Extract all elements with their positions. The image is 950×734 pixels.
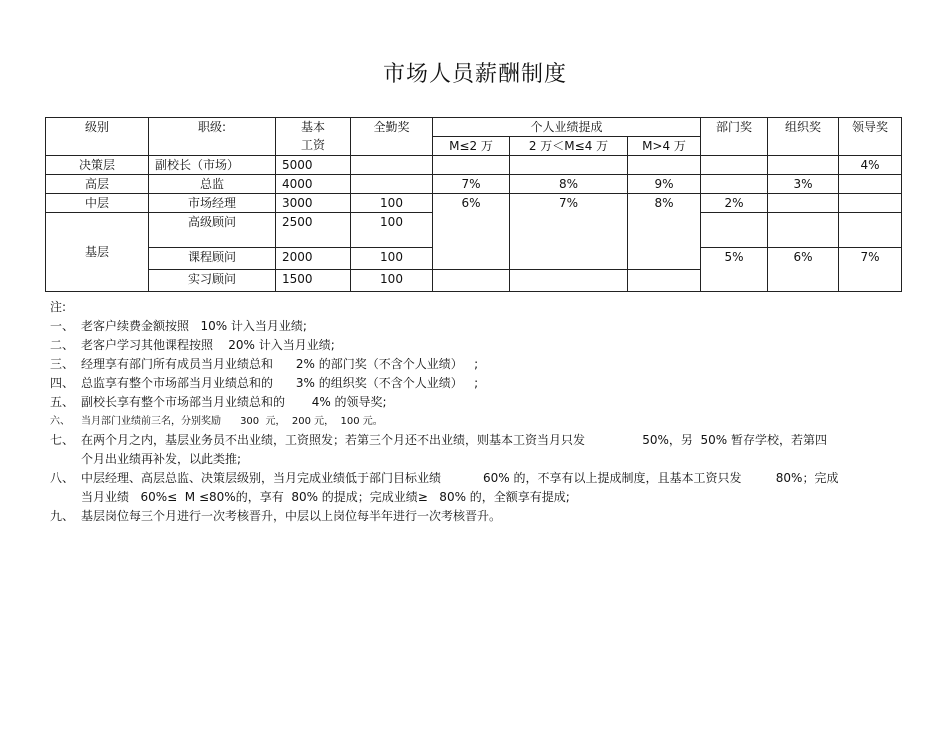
- note-number: 九、: [50, 509, 75, 523]
- note-number: 一、: [50, 319, 75, 333]
- cell-base: 3000: [276, 194, 351, 213]
- cell-level: 基层: [46, 213, 149, 292]
- salary-table: [45, 117, 902, 292]
- cell-org: [768, 194, 839, 213]
- header-commission: 个人业绩提成: [433, 118, 701, 137]
- note-number: 二、: [50, 338, 75, 352]
- cell-leader: [839, 194, 902, 213]
- cell-org: [510, 270, 628, 292]
- header-org-bonus: 组织奖: [768, 118, 839, 156]
- cell-org: 3%: [768, 175, 839, 194]
- cell-attendance: 100: [351, 270, 433, 292]
- header-commission-tier-1: M≤2 万: [433, 137, 510, 156]
- cell-attendance: 100: [351, 194, 433, 213]
- note-text: 老客户学习其他课程按照 20% 计入当月业绩;: [81, 338, 335, 352]
- cell-dept: [701, 175, 768, 194]
- cell-attendance: 100: [351, 248, 433, 270]
- cell-level: 高层: [46, 175, 149, 194]
- note-item: [50, 469, 905, 488]
- table-row: [46, 194, 902, 213]
- cell-base: 2000: [276, 248, 351, 270]
- cell-position: 副校长（市场）: [149, 156, 276, 175]
- cell-level: 中层: [46, 194, 149, 213]
- cell-commission-1: 7%: [433, 175, 510, 194]
- cell-dept: [433, 270, 510, 292]
- note-number: 八、: [50, 471, 75, 485]
- header-base-salary-line1: 基本: [300, 120, 325, 134]
- cell-attendance: [351, 156, 433, 175]
- note-text: 基层岗位每三个月进行一次考核晋升，中层以上岗位每半年进行一次考核晋升。: [81, 509, 502, 523]
- header-commission-tier-2: 2 万＜M≤4 万: [510, 137, 628, 156]
- cell-attendance: 100: [351, 213, 433, 248]
- cell-base: 4000: [276, 175, 351, 194]
- note-number: 七、: [50, 433, 75, 447]
- cell-commission-1: 5%: [701, 248, 768, 292]
- header-attendance: 全勤奖: [351, 118, 433, 156]
- note-continuation: 当月业绩 60%≤ M ≤80%的，享有 80% 的提成；完成业绩≥ 80% 的，全额享有提成;: [81, 490, 570, 504]
- cell-dept: 2%: [701, 194, 768, 213]
- cell-commission-3: 7%: [839, 248, 902, 292]
- cell-leader: [839, 213, 902, 248]
- note-item: [50, 355, 905, 374]
- cell-position: 市场经理: [149, 194, 276, 213]
- page-title: 市场人员薪酬制度: [382, 62, 567, 87]
- cell-leader: 4%: [839, 156, 902, 175]
- header-base-salary-line2: 工资: [300, 138, 325, 152]
- note-text: 在两个月之内，基层业务员不出业绩，工资照发；若第三个月还不出业绩，则基本工资当月只发 50%，另 50% 暂存学校，若第四: [81, 433, 828, 447]
- notes-section: [50, 298, 905, 526]
- cell-org: [768, 156, 839, 175]
- cell-base: 5000: [276, 156, 351, 175]
- header-base-salary: [276, 118, 351, 156]
- header-position: 职级:: [149, 118, 276, 156]
- note-item: [50, 412, 905, 431]
- cell-dept: [701, 156, 768, 175]
- cell-level: 决策层: [46, 156, 149, 175]
- cell-commission-1: [433, 156, 510, 175]
- cell-commission-1: 6%: [433, 194, 510, 270]
- cell-base: 2500: [276, 213, 351, 248]
- note-number: 三、: [50, 357, 75, 371]
- cell-position: 总监: [149, 175, 276, 194]
- note-item: [50, 317, 905, 336]
- note-item: [50, 393, 905, 412]
- note-text: 总监享有整个市场部当月业绩总和的 3% 的组织奖（不含个人业绩） ;: [81, 376, 479, 390]
- note-number: 五、: [50, 395, 75, 409]
- note-number: 四、: [50, 376, 75, 390]
- cell-commission-2: [510, 156, 628, 175]
- note-text: 老客户续费金额按照 10% 计入当月业绩;: [81, 319, 307, 333]
- cell-attendance: [351, 175, 433, 194]
- cell-position: 实习顾问: [149, 270, 276, 292]
- note-item: [50, 374, 905, 393]
- cell-leader: [839, 175, 902, 194]
- header-level: 级别: [46, 118, 149, 156]
- cell-position: 课程顾问: [149, 248, 276, 270]
- note-item: [50, 507, 905, 526]
- note-text: 当月部门业绩前三名，分别奖励 300 元， 200 元， 100 元。: [81, 416, 383, 427]
- note-item: [50, 431, 905, 450]
- note-text: 经理享有部门所有成员当月业绩总和 2% 的部门奖（不含个人业绩） ;: [81, 357, 479, 371]
- note-item: [50, 336, 905, 355]
- cell-commission-2: 8%: [510, 175, 628, 194]
- table-row: [46, 156, 902, 175]
- cell-commission-2: 6%: [768, 248, 839, 292]
- cell-dept: [701, 213, 768, 248]
- cell-commission-3: 9%: [628, 175, 701, 194]
- cell-commission-3: [628, 156, 701, 175]
- cell-org: [768, 213, 839, 248]
- header-row: [46, 118, 902, 137]
- cell-commission-2: 7%: [510, 194, 628, 270]
- note-number: 六、: [50, 416, 70, 427]
- header-dept-bonus: 部门奖: [701, 118, 768, 156]
- header-commission-tier-3: M>4 万: [628, 137, 701, 156]
- cell-commission-3: 8%: [628, 194, 701, 270]
- note-continuation: 个月出业绩再补发，以此类推;: [81, 452, 242, 466]
- notes-label: 注:: [50, 300, 67, 314]
- note-text: 副校长享有整个市场部当月业绩总和的 4% 的领导奖;: [81, 395, 387, 409]
- cell-base: 1500: [276, 270, 351, 292]
- note-text: 中层经理、高层总监、决策层级别，当月完成业绩低于部门目标业绩 60% 的，不享有以上提成制度，且基本工资只发 80%；完成: [81, 471, 839, 485]
- cell-leader: [628, 270, 701, 292]
- cell-position: 高级顾问: [149, 213, 276, 248]
- header-leader-bonus: 领导奖: [839, 118, 902, 156]
- table-row: [46, 175, 902, 194]
